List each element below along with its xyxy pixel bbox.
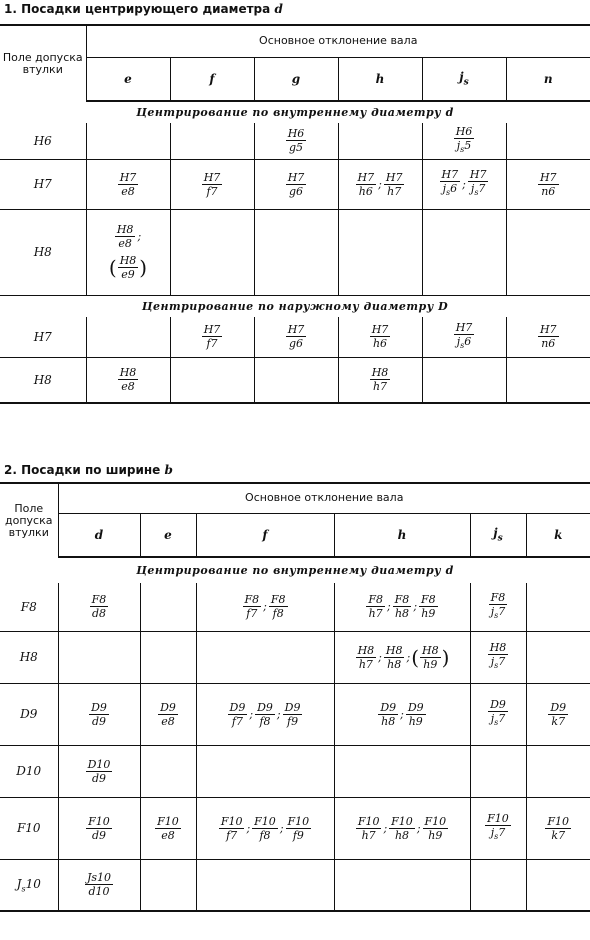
column-header xyxy=(470,513,526,557)
fit-fraction xyxy=(118,254,139,281)
fit-cell xyxy=(470,859,526,911)
fit-fraction xyxy=(269,593,288,620)
header-group-label: Основное отклонение вала xyxy=(86,25,590,57)
fit-fraction xyxy=(384,644,405,671)
fit-numerator: D10 xyxy=(87,757,111,771)
fit-cell xyxy=(526,797,590,859)
fit-denominator: $j_s7$ xyxy=(490,605,506,621)
fit-denominator: $j_s6$ xyxy=(442,182,458,198)
fit-fraction xyxy=(548,701,568,728)
fit-cell xyxy=(422,123,506,159)
fit-cell: $\frac{D9}{h8}$ ; $\frac{D9}{h9}$ xyxy=(334,683,470,745)
fit-fraction xyxy=(86,758,113,785)
section-label: Центрирование по внутреннему диаметру d xyxy=(136,106,454,119)
fit-cell xyxy=(254,209,338,295)
fit-cell xyxy=(86,317,170,357)
fit-denominator: d10 xyxy=(88,885,110,899)
row-label: D9 xyxy=(0,683,58,745)
fit-cell xyxy=(470,797,526,859)
fit-fraction xyxy=(419,593,438,620)
column-header: d xyxy=(58,513,140,557)
fit-cell xyxy=(422,317,506,357)
fit-fraction xyxy=(454,125,475,156)
fit-denominator: h8 xyxy=(381,714,396,728)
fit-fraction xyxy=(115,223,136,250)
fit-numerator: H7 xyxy=(119,170,137,184)
fit-cell xyxy=(196,631,334,683)
fit-cell xyxy=(140,797,196,859)
fit-denominator: d9 xyxy=(91,828,107,842)
column-subscript: s xyxy=(463,77,469,88)
fit-cell: $\frac{H8}{h7}$ ; $\frac{H8}{h8}$ ;( $\frac{H8}{h9}$ ) xyxy=(334,631,470,683)
fit-numerator: H6 xyxy=(455,125,473,139)
row-label: $J_s10$ xyxy=(0,859,58,911)
fit-denominator: $j_s6$ xyxy=(456,335,472,351)
fit-cell xyxy=(526,683,590,745)
fit-fraction xyxy=(286,171,307,198)
fit-numerator: F10 xyxy=(391,814,413,828)
fit-fraction xyxy=(545,815,571,842)
fit-fraction xyxy=(286,323,307,350)
fit-cell xyxy=(58,583,140,631)
fit-numerator: H7 xyxy=(287,170,305,184)
fit-numerator: Js10 xyxy=(86,871,112,885)
fit-cell xyxy=(506,159,590,209)
fit-denominator: h7 xyxy=(361,828,376,842)
fit-cell: $\frac{F8}{h7}$ ; $\frac{F8}{h8}$ ; $\frac{F8}{h9}$ xyxy=(334,583,470,631)
fit-numerator: F10 xyxy=(88,814,110,828)
fit-denominator: $j_s7$ xyxy=(490,655,506,671)
column-header: g xyxy=(254,57,338,101)
fit-fraction xyxy=(90,593,109,620)
table-row xyxy=(0,317,590,357)
column-header: h xyxy=(334,513,470,557)
fit-fraction xyxy=(489,591,508,622)
column-header: k xyxy=(526,513,590,557)
fit-numerator: F8 xyxy=(394,593,410,607)
fit-cell xyxy=(254,357,338,403)
fit-cell xyxy=(506,123,590,159)
fit-cell xyxy=(526,631,590,683)
fit-denominator: e8 xyxy=(121,380,135,394)
fit-numerator: H7 xyxy=(385,170,403,184)
table-row xyxy=(0,357,590,403)
fit-fraction xyxy=(370,366,391,393)
fit-fraction xyxy=(283,701,303,728)
fit-fraction xyxy=(158,701,178,728)
fit-denominator: e8 xyxy=(161,714,175,728)
fit-numerator: H8 xyxy=(116,223,134,236)
fit-denominator: g6 xyxy=(288,337,304,351)
fit-cell xyxy=(526,745,590,797)
fit-denominator: h7 xyxy=(387,184,402,198)
fit-numerator: F10 xyxy=(254,814,276,828)
fit-numerator: H8 xyxy=(385,643,403,657)
fit-denominator: f8 xyxy=(272,607,284,621)
fit-cell xyxy=(338,123,422,159)
fit-denominator: $j_s7$ xyxy=(470,182,486,198)
fit-numerator: H7 xyxy=(203,323,221,337)
fit-denominator: $j_s5$ xyxy=(456,139,472,155)
fit-fraction xyxy=(384,171,405,198)
fit-fraction xyxy=(538,323,559,350)
fit-denominator: $j_s7$ xyxy=(490,712,506,728)
fit-cell xyxy=(86,357,170,403)
fit-numerator: F8 xyxy=(244,593,260,607)
fit-fraction xyxy=(118,366,139,393)
fit-denominator: f7 xyxy=(206,337,218,351)
fit-numerator: H7 xyxy=(441,168,459,182)
fit-numerator: F8 xyxy=(490,591,506,605)
fit-denominator: f8 xyxy=(259,828,271,842)
section-label: Центрирование по внутреннему диаметру d xyxy=(136,564,454,577)
fit-fraction xyxy=(356,644,377,671)
fit-cell xyxy=(334,859,470,911)
fit-cell: $\frac{D9}{f7}$ ; $\frac{D9}{f8}$ ; $\frac{D9}{f9}$ xyxy=(196,683,334,745)
fit-numerator: F10 xyxy=(547,814,570,828)
fit-numerator: F10 xyxy=(357,814,380,828)
fit-fraction xyxy=(420,644,441,671)
fit-denominator: f8 xyxy=(259,714,271,728)
fit-numerator: H8 xyxy=(119,254,137,267)
fit-numerator: H7 xyxy=(357,170,375,184)
fit-denominator: e8 xyxy=(161,828,175,842)
fit-fraction xyxy=(488,641,509,672)
fit-denominator: k7 xyxy=(551,714,566,728)
fit-cell xyxy=(254,317,338,357)
fit-fraction xyxy=(228,701,248,728)
fit-denominator: d9 xyxy=(91,771,107,785)
fit-numerator: F10 xyxy=(220,814,243,828)
fit-cell xyxy=(470,745,526,797)
fit-cell xyxy=(140,859,196,911)
fit-fraction xyxy=(286,815,312,842)
fit-fraction xyxy=(454,321,475,352)
row-label: H6 xyxy=(0,123,86,159)
fit-numerator: H8 xyxy=(357,643,375,657)
column-letter: j xyxy=(459,70,464,85)
row-label: H7 xyxy=(0,159,86,209)
row-label: H8 xyxy=(0,357,86,403)
fit-fraction xyxy=(252,815,278,842)
fit-cell xyxy=(334,745,470,797)
fit-numerator: F8 xyxy=(91,593,107,607)
fit-numerator: D9 xyxy=(160,700,176,714)
fit-cell xyxy=(196,745,334,797)
fit-cell xyxy=(58,631,140,683)
fit-fraction xyxy=(423,815,449,842)
fit-cell xyxy=(170,357,254,403)
fit-denominator: h8 xyxy=(387,657,402,671)
fit-cell xyxy=(470,683,526,745)
fit-numerator: H7 xyxy=(203,170,221,184)
fit-fraction xyxy=(370,323,391,350)
header-row-label: Поле допуска втулки xyxy=(0,483,58,557)
fit-denominator: h7 xyxy=(372,380,388,394)
fit-cell xyxy=(254,159,338,209)
row-label: F8 xyxy=(0,583,58,631)
fit-denominator: k7 xyxy=(551,828,566,842)
fit-numerator: H8 xyxy=(489,641,507,655)
fit-cell: $\frac{F8}{f7}$ ; $\frac{F8}{f8}$ xyxy=(196,583,334,631)
fit-cell xyxy=(338,357,422,403)
fit-denominator: f7 xyxy=(231,714,243,728)
column-header: e xyxy=(140,513,196,557)
fit-denominator: h9 xyxy=(421,607,436,621)
fit-denominator: h9 xyxy=(423,657,438,671)
column-header: f xyxy=(170,57,254,101)
fit-fraction xyxy=(219,815,245,842)
fit-fraction xyxy=(378,701,398,728)
fit-cell xyxy=(140,583,196,631)
fit-fraction xyxy=(255,701,275,728)
fit-cell xyxy=(526,859,590,911)
fit-denominator: h6 xyxy=(372,337,388,351)
fit-numerator: F8 xyxy=(270,593,286,607)
fit-fraction xyxy=(286,127,307,154)
fit-numerator: D9 xyxy=(284,700,301,714)
fit-cell xyxy=(170,209,254,295)
fit-cell: $\frac{F10}{f7}$ ; $\frac{F10}{f8}$ ; $\frac{F10}{f9}$ xyxy=(196,797,334,859)
row-label: F10 xyxy=(0,797,58,859)
fit-denominator: e8 xyxy=(118,237,132,250)
section-label: Центрирование по наружному диаметру D xyxy=(141,299,449,313)
fit-fraction xyxy=(389,815,415,842)
column-header xyxy=(422,57,506,101)
fit-fraction xyxy=(243,593,262,620)
fit-denominator: d8 xyxy=(91,607,107,621)
fit-fraction xyxy=(468,168,489,199)
fit-cell xyxy=(422,209,506,295)
fit-cell xyxy=(86,123,170,159)
fit-fraction xyxy=(406,701,426,728)
fit-cell xyxy=(506,209,590,295)
fit-numerator: D9 xyxy=(229,700,246,714)
fit-numerator: H7 xyxy=(287,323,305,337)
table-row xyxy=(0,209,590,295)
fit-numerator: F8 xyxy=(368,593,383,607)
fit-cell xyxy=(86,159,170,209)
fit-numerator: F10 xyxy=(424,814,447,828)
table-row xyxy=(0,745,590,797)
row-label: H7 xyxy=(0,317,86,357)
fit-denominator: h7 xyxy=(358,657,373,671)
fit-denominator: g6 xyxy=(288,184,304,198)
row-label: H8 xyxy=(0,631,58,683)
column-letter: j xyxy=(493,526,498,541)
fit-fraction xyxy=(155,815,181,842)
fit-numerator: H7 xyxy=(469,168,487,182)
fit-numerator: H6 xyxy=(287,127,305,141)
fit-denominator: n6 xyxy=(541,337,556,351)
table-row xyxy=(0,683,590,745)
table1 xyxy=(0,24,590,404)
fit-denominator: f9 xyxy=(287,714,299,728)
fit-fraction xyxy=(538,171,559,198)
column-subscript: s xyxy=(497,533,503,544)
fit-denominator: h8 xyxy=(394,828,410,842)
fit-numerator: H8 xyxy=(422,643,439,657)
fit-fraction xyxy=(202,323,223,350)
fit-denominator: $j_s7$ xyxy=(490,826,506,842)
fit-fraction xyxy=(85,871,113,898)
fit-denominator: d9 xyxy=(91,714,107,728)
fit-denominator: e8 xyxy=(121,184,135,198)
fit-numerator: H7 xyxy=(455,321,473,335)
fit-cell xyxy=(506,317,590,357)
fit-numerator: H8 xyxy=(371,366,389,380)
fit-cell xyxy=(58,859,140,911)
fit-cell xyxy=(170,159,254,209)
fit-numerator: H7 xyxy=(539,170,557,184)
fit-cell xyxy=(470,583,526,631)
fit-numerator: H8 xyxy=(119,366,137,380)
fit-fraction xyxy=(356,815,382,842)
column-header: h xyxy=(338,57,422,101)
fit-cell xyxy=(338,317,422,357)
fit-cell: $\frac{H7}{h6}$ ; $\frac{H7}{h7}$ xyxy=(338,159,422,209)
table-row xyxy=(0,583,590,631)
fit-denominator: e9 xyxy=(121,268,135,281)
fit-cell xyxy=(170,317,254,357)
fit-denominator: h9 xyxy=(428,828,443,842)
fit-numerator: H7 xyxy=(371,323,389,337)
fit-fraction xyxy=(440,168,461,199)
fit-fraction xyxy=(356,171,377,198)
fit-fraction xyxy=(118,171,139,198)
fit-cell xyxy=(506,357,590,403)
fit-fraction xyxy=(366,593,385,620)
fit-denominator: f7 xyxy=(246,607,258,621)
header-group-label: Основное отклонение вала xyxy=(58,483,590,513)
fit-numerator: D9 xyxy=(550,700,567,714)
fit-cell xyxy=(140,631,196,683)
row-label: H8 xyxy=(0,209,86,295)
column-header: e xyxy=(86,57,170,101)
table-row xyxy=(0,797,590,859)
table-row xyxy=(0,631,590,683)
fit-numerator: F10 xyxy=(287,814,310,828)
column-header: f xyxy=(196,513,334,557)
table-row xyxy=(0,859,590,911)
fit-cell xyxy=(140,683,196,745)
row-label: D10 xyxy=(0,745,58,797)
fit-numerator: D9 xyxy=(257,700,273,714)
fit-cell: $\frac{F10}{h7}$ ; $\frac{F10}{h8}$ ; $\frac{F10}{h9}$ xyxy=(334,797,470,859)
fit-denominator: h8 xyxy=(394,607,410,621)
table2 xyxy=(0,482,590,912)
fit-cell xyxy=(470,631,526,683)
fit-cell: $\frac{H8}{e8}$ ; ( $\frac{H8}{e9}$ ) xyxy=(86,209,170,295)
fit-numerator: D9 xyxy=(380,700,397,714)
fit-fraction xyxy=(393,593,412,620)
fit-denominator: g5 xyxy=(288,141,304,155)
table1-title: 1. Посадки центрирующего диаметра d xyxy=(4,2,283,16)
fit-fraction xyxy=(488,698,508,729)
fit-cell xyxy=(254,123,338,159)
fit-cell xyxy=(338,209,422,295)
fit-numerator: D9 xyxy=(407,700,424,714)
fit-denominator: h9 xyxy=(408,714,423,728)
fit-fraction xyxy=(485,812,511,843)
fit-denominator: f9 xyxy=(292,828,304,842)
fit-cell xyxy=(196,859,334,911)
fit-denominator: f7 xyxy=(226,828,238,842)
fit-cell xyxy=(526,583,590,631)
fit-denominator: n6 xyxy=(541,184,556,198)
fit-cell xyxy=(422,357,506,403)
fit-numerator: H7 xyxy=(539,323,557,337)
fit-cell xyxy=(58,745,140,797)
column-header: n xyxy=(506,57,590,101)
header-row-label: Поле допуска втулки xyxy=(0,25,86,101)
fit-fraction xyxy=(202,171,223,198)
fit-numerator: D9 xyxy=(490,698,506,712)
table2-title: 2. Посадки по ширине b xyxy=(4,463,173,477)
fit-numerator: F10 xyxy=(157,814,179,828)
fit-fraction xyxy=(86,815,112,842)
fit-numerator: F8 xyxy=(421,593,436,607)
table-row xyxy=(0,159,590,209)
fit-cell xyxy=(140,745,196,797)
fit-denominator: h7 xyxy=(368,607,383,621)
fit-cell xyxy=(58,683,140,745)
fit-cell xyxy=(170,123,254,159)
fit-numerator: D9 xyxy=(91,700,107,714)
fit-cell: $\frac{H7}{j_s6}$ ; $\frac{H7}{j_s7}$ xyxy=(422,159,506,209)
fit-numerator: F10 xyxy=(487,812,509,826)
fit-denominator: h6 xyxy=(358,184,373,198)
table-row xyxy=(0,123,590,159)
fit-fraction xyxy=(89,701,109,728)
fit-cell xyxy=(58,797,140,859)
fit-denominator: f7 xyxy=(206,184,218,198)
